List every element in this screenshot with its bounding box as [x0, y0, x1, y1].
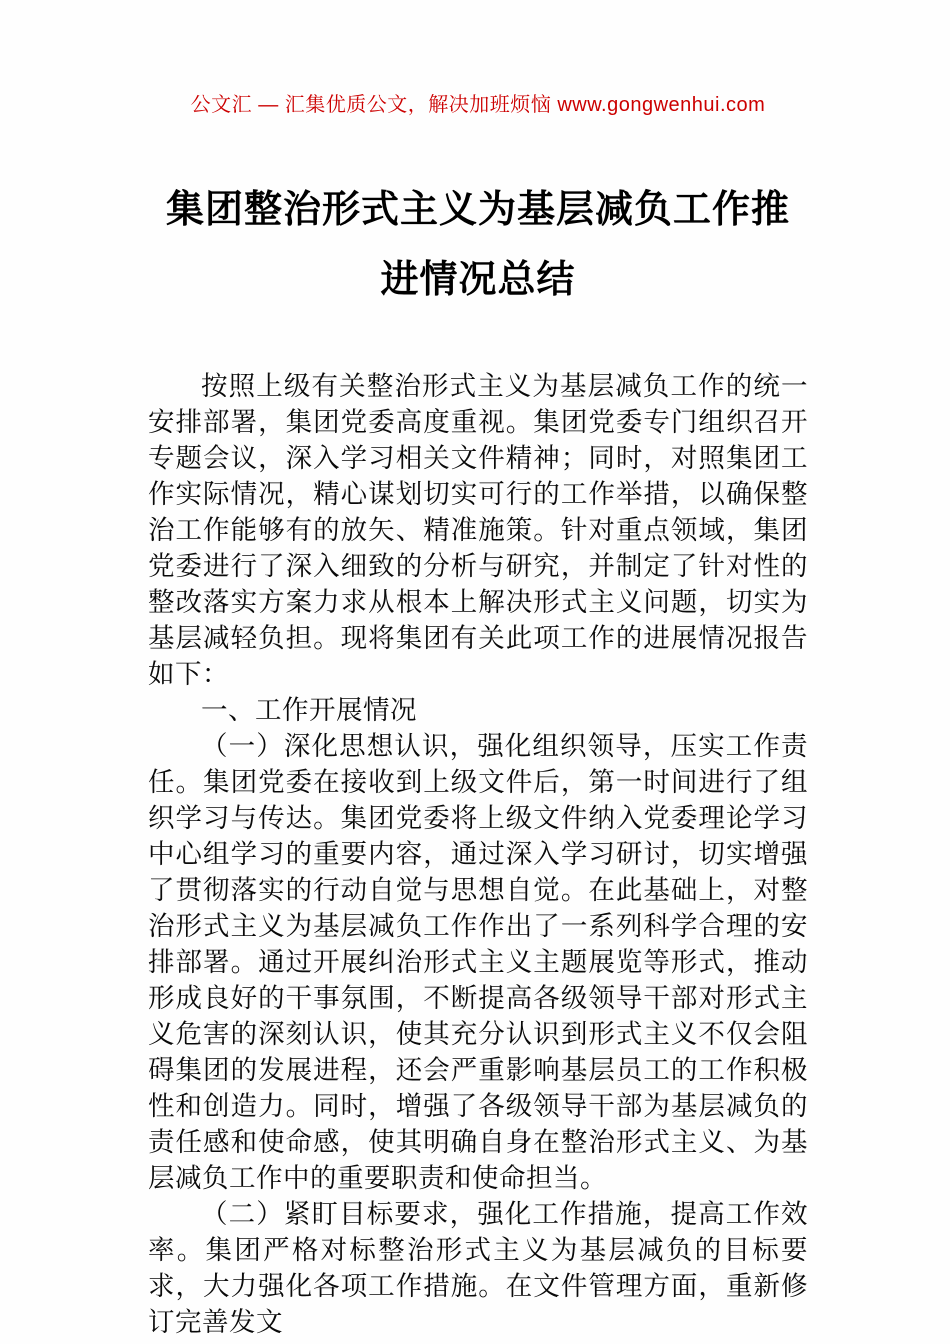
document-body — [148, 368, 808, 1340]
site-watermark-header: 公文汇 — 汇集优质公文，解决加班烦恼 www.gongwenhui.com — [190, 94, 766, 116]
document-title: 集团整治形式主义为基层减负工作推进情况总结 — [165, 189, 790, 302]
paragraph-section-1-2: （二）紧盯目标要求，强化工作措施，提高工作效率。集团严格对标整治形式主义为基层减负的目标要求，大力强化各项工作措施。在文件管理方面，重新修订完善发文 — [148, 1198, 808, 1337]
paragraph-intro: 按照上级有关整治形式主义为基层减负工作的统一安排部署，集团党委高度重视。集团党委专门组织召开专题会议，深入学习相关文件精神；同时，对照集团工作实际情况，精心谋划切实可行的工作举措，以确保整治工作能够有的放矢、精准施策。针对重点领域，集团党委进行了深入细致的分析与研究，并制定了针对性的整改落实方案力求从根本上解决形式主义问题，切实为基层减轻负担。现将集团有关此项工作的进展情况报告如下： — [148, 370, 808, 689]
paragraph-section-1-1: （一）深化思想认识，强化组织领导，压实工作责任。集团党委在接收到上级文件后，第一时间进行了组织学习与传达。集团党委将上级文件纳入党委理论学习中心组学习的重要内容，通过深入学习研讨，切实增强了贯彻落实的行动自觉与思想自觉。在此基础上，对整治形式主义为基层减负工作作出了一系列科学合理的安排部署。通过开展纠治形式主义主题展览等形式，推动形成良好的干事氛围，不断提高各级领导干部对形式主义危害的深刻认识，使其充分认识到形式主义不仅会阻碍集团的发展进程，还会严重影响基层员工的工作积极性和创造力。同时，增强了各级领导干部为基层减负的责任感和使命感，使其明确自身在整治形式主义、为基层减负工作中的重要职责和使命担当。 — [148, 730, 808, 1193]
section-heading-1: 一、工作开展情况 — [201, 694, 417, 725]
